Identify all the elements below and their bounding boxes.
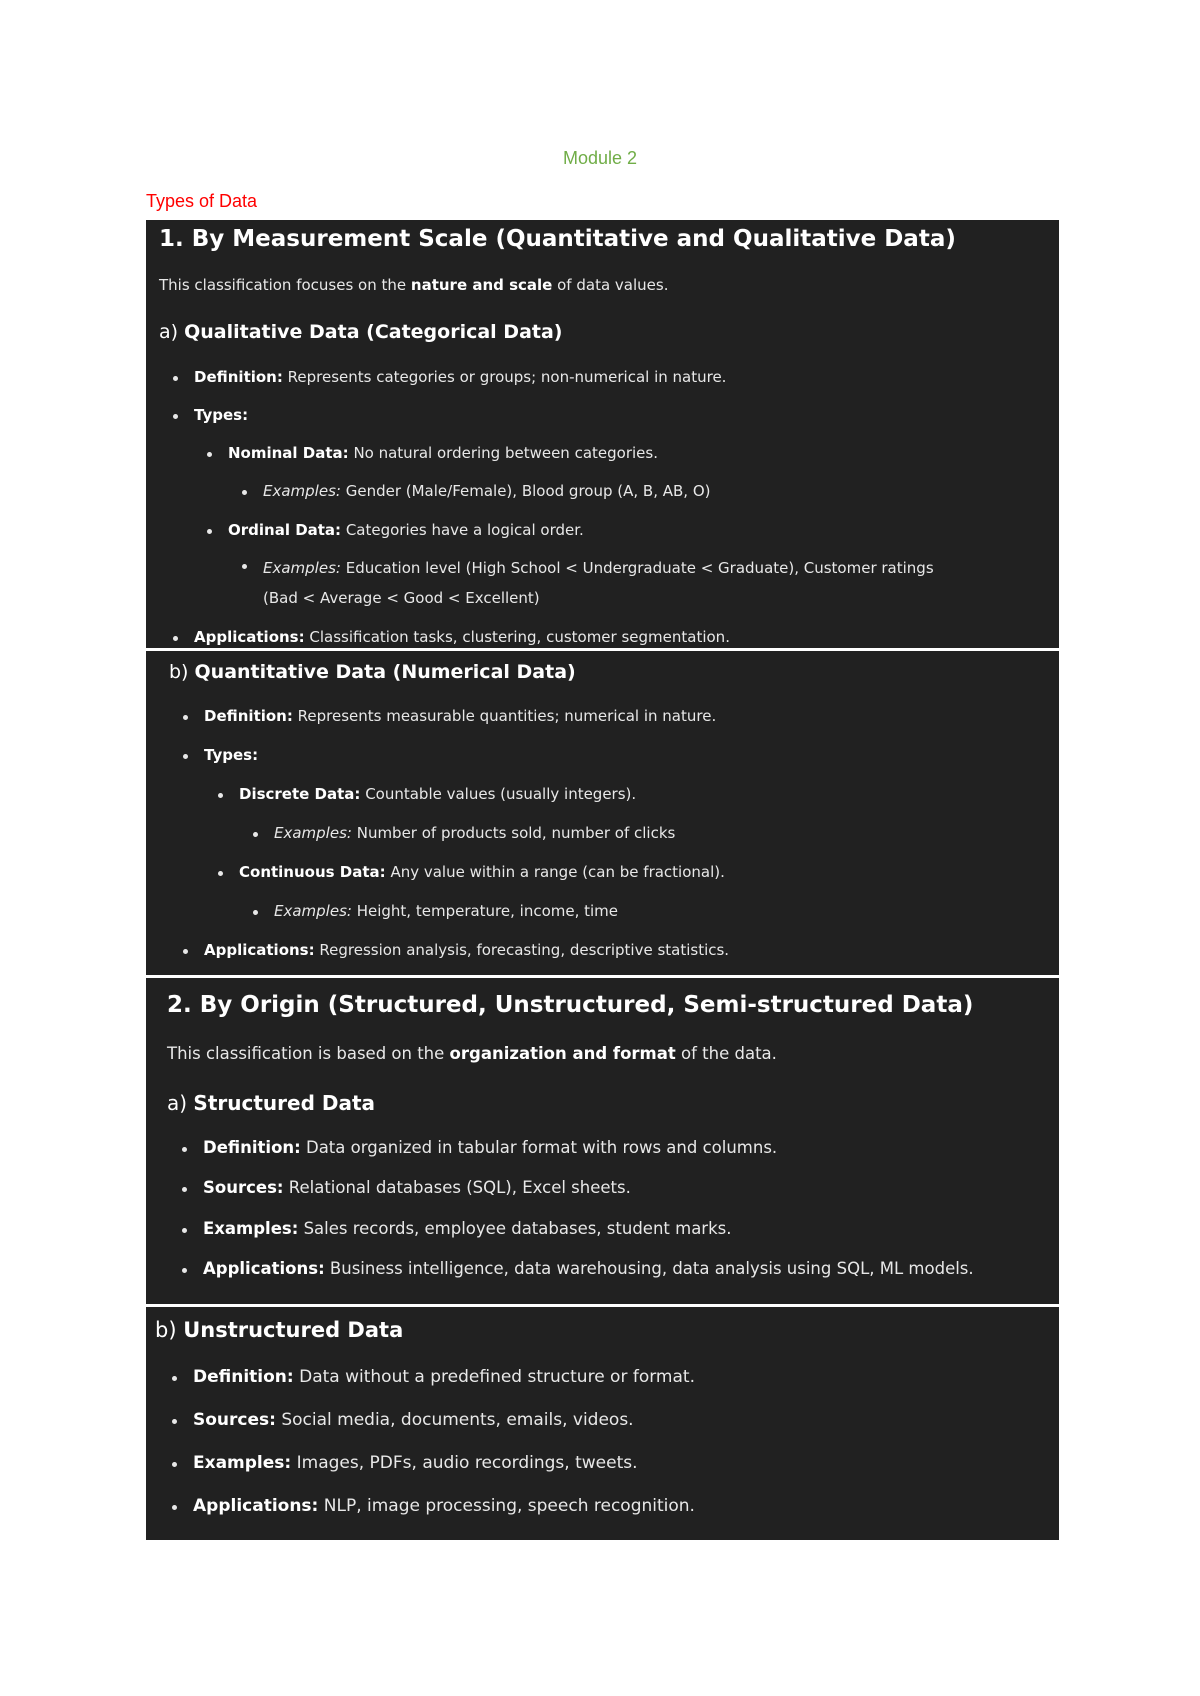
origin-structured-panel xyxy=(146,978,1059,1304)
unstructured-heading: b) Unstructured Data xyxy=(155,1318,404,1342)
quantitative-applications: Applications: Regression analysis, forecasting, descriptive statistics. xyxy=(204,941,730,959)
nominal-examples: Examples: Gender (Male/Female), Blood group (A, B, AB, O) xyxy=(263,482,711,500)
unstructured-sources: Sources: Social media, documents, emails, videos. xyxy=(193,1410,634,1430)
structured-heading: a) Structured Data xyxy=(167,1091,376,1115)
qualitative-applications: Applications: Classification tasks, clustering, customer segmentation. xyxy=(194,628,730,646)
unstructured-definition: Definition: Data without a predefined structure or format. xyxy=(193,1367,695,1387)
quantitative-panel xyxy=(146,651,1059,975)
continuous-examples: Examples: Height, temperature, income, time xyxy=(274,902,619,920)
quantitative-definition: Definition: Represents measurable quantities; numerical in nature. xyxy=(204,707,717,725)
structured-sources: Sources: Relational databases (SQL), Excel sheets. xyxy=(203,1178,631,1197)
module-title: Module 2 xyxy=(562,148,638,168)
types-of-data-title: Types of Data xyxy=(146,191,258,211)
ordinal-data-item: Ordinal Data: Categories have a logical order. xyxy=(228,521,584,539)
structured-definition: Definition: Data organized in tabular format with rows and columns. xyxy=(203,1138,778,1157)
section-1-title: 1. By Measurement Scale (Quantitative and Qualitative Data) xyxy=(159,226,956,252)
qualitative-definition: Definition: Represents categories or groups; non-numerical in nature. xyxy=(194,368,727,386)
qualitative-heading: a) Qualitative Data (Categorical Data) xyxy=(159,321,563,343)
unstructured-examples: Examples: Images, PDFs, audio recordings, tweets. xyxy=(193,1453,638,1473)
quantitative-types: Types: xyxy=(204,746,259,764)
discrete-examples: Examples: Number of products sold, number of clicks xyxy=(274,824,676,842)
qualitative-types: Types: xyxy=(194,406,249,424)
nominal-data-item: Nominal Data: No natural ordering between categories. xyxy=(228,444,658,462)
unstructured-panel xyxy=(146,1307,1059,1540)
structured-applications: Applications: Business intelligence, data warehousing, data analysis using SQL, ML models. xyxy=(203,1259,974,1278)
section-1-intro: This classification focuses on the nature and scale of data values. xyxy=(159,276,669,294)
ordinal-examples: Examples: Education level (High School < Undergraduate < Graduate), Customer ratings (Bad < Average < Good < Excellent) xyxy=(263,553,963,613)
section-2-intro: This classification is based on the organization and format of the data. xyxy=(167,1044,777,1063)
section-2-title: 2. By Origin (Structured, Unstructured, Semi-structured Data) xyxy=(167,992,974,1018)
discrete-data-item: Discrete Data: Countable values (usually integers). xyxy=(239,785,637,803)
quantitative-heading: b) Quantitative Data (Numerical Data) xyxy=(169,661,576,683)
unstructured-applications: Applications: NLP, image processing, speech recognition. xyxy=(193,1496,695,1516)
measurement-scale-panel xyxy=(146,220,1059,648)
structured-examples: Examples: Sales records, employee databases, student marks. xyxy=(203,1219,732,1238)
continuous-data-item: Continuous Data: Any value within a range (can be fractional). xyxy=(239,863,725,881)
